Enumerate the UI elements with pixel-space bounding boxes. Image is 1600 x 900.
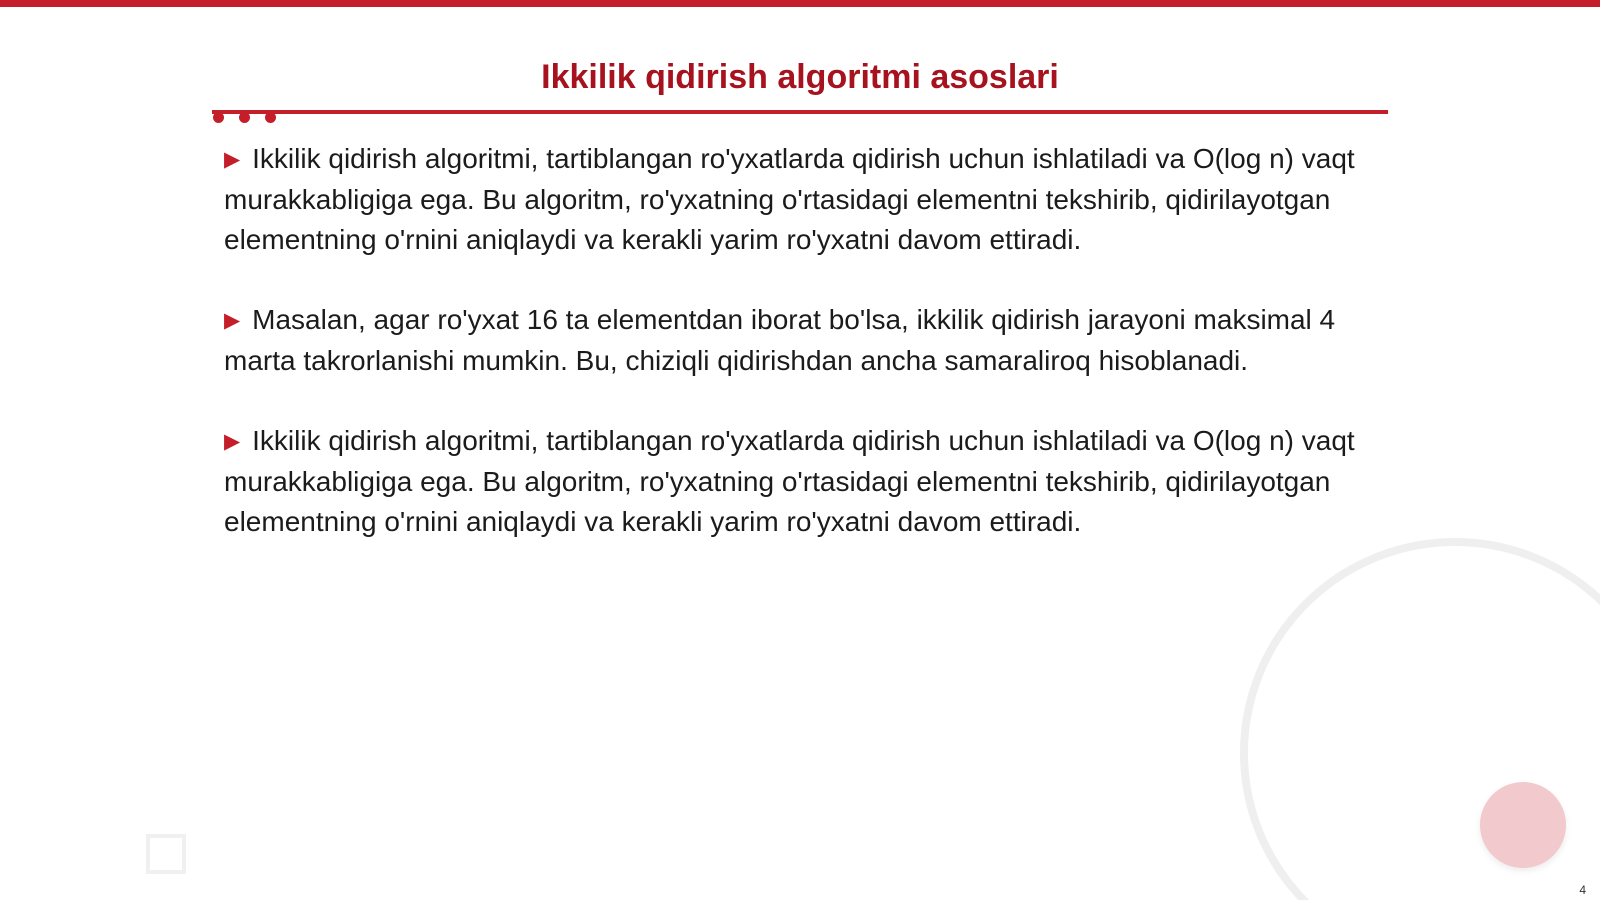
title-underline bbox=[212, 110, 1388, 114]
bullet-item bbox=[224, 300, 1380, 381]
bullet-text: Ikkilik qidirish algoritmi, tartiblangan ro'yxatlarda qidirish uchun ishlatiladi va O(log n) vaqt murakkabligiga ega. Bu algoritm, ro'yxatning o'rtasidagi elementni tekshirib, qidirilayotgan elementning o'rnini aniqlaydi va kerakli yarim ro'yxatni davom ettiradi. bbox=[224, 425, 1355, 537]
slide-title: Ikkilik qidirish algoritmi asoslari bbox=[541, 58, 1059, 96]
bullet-item bbox=[224, 421, 1380, 542]
bullet-item bbox=[224, 139, 1380, 260]
bullet-text: Masalan, agar ro'yxat 16 ta elementdan iborat bo'lsa, ikkilik qidirish jarayoni maksimal 4 marta takrorlanishi mumkin. Bu, chiziqli qidirishdan ancha samaraliroq hisoblanadi. bbox=[224, 304, 1336, 376]
title-underline-dot bbox=[239, 112, 250, 123]
top-accent-bar bbox=[0, 0, 1600, 7]
right-triangle-icon: ▶ bbox=[224, 148, 241, 171]
right-triangle-icon: ▶ bbox=[224, 430, 241, 453]
right-triangle-icon: ▶ bbox=[224, 309, 241, 332]
title-underline-dot bbox=[265, 112, 276, 123]
decorative-square bbox=[146, 834, 186, 874]
page-number: 4 bbox=[1579, 883, 1586, 897]
bullet-text: Ikkilik qidirish algoritmi, tartiblangan ro'yxatlarda qidirish uchun ishlatiladi va O(log n) vaqt murakkabligiga ega. Bu algoritm, ro'yxatning o'rtasidagi elementni tekshirib, qidirilayotgan elementning o'rnini aniqlaydi va kerakli yarim ro'yxatni davom ettiradi. bbox=[224, 143, 1355, 255]
title-underline-dot bbox=[213, 112, 224, 123]
bullet-list bbox=[224, 139, 1380, 582]
decorative-disc bbox=[1480, 782, 1566, 868]
